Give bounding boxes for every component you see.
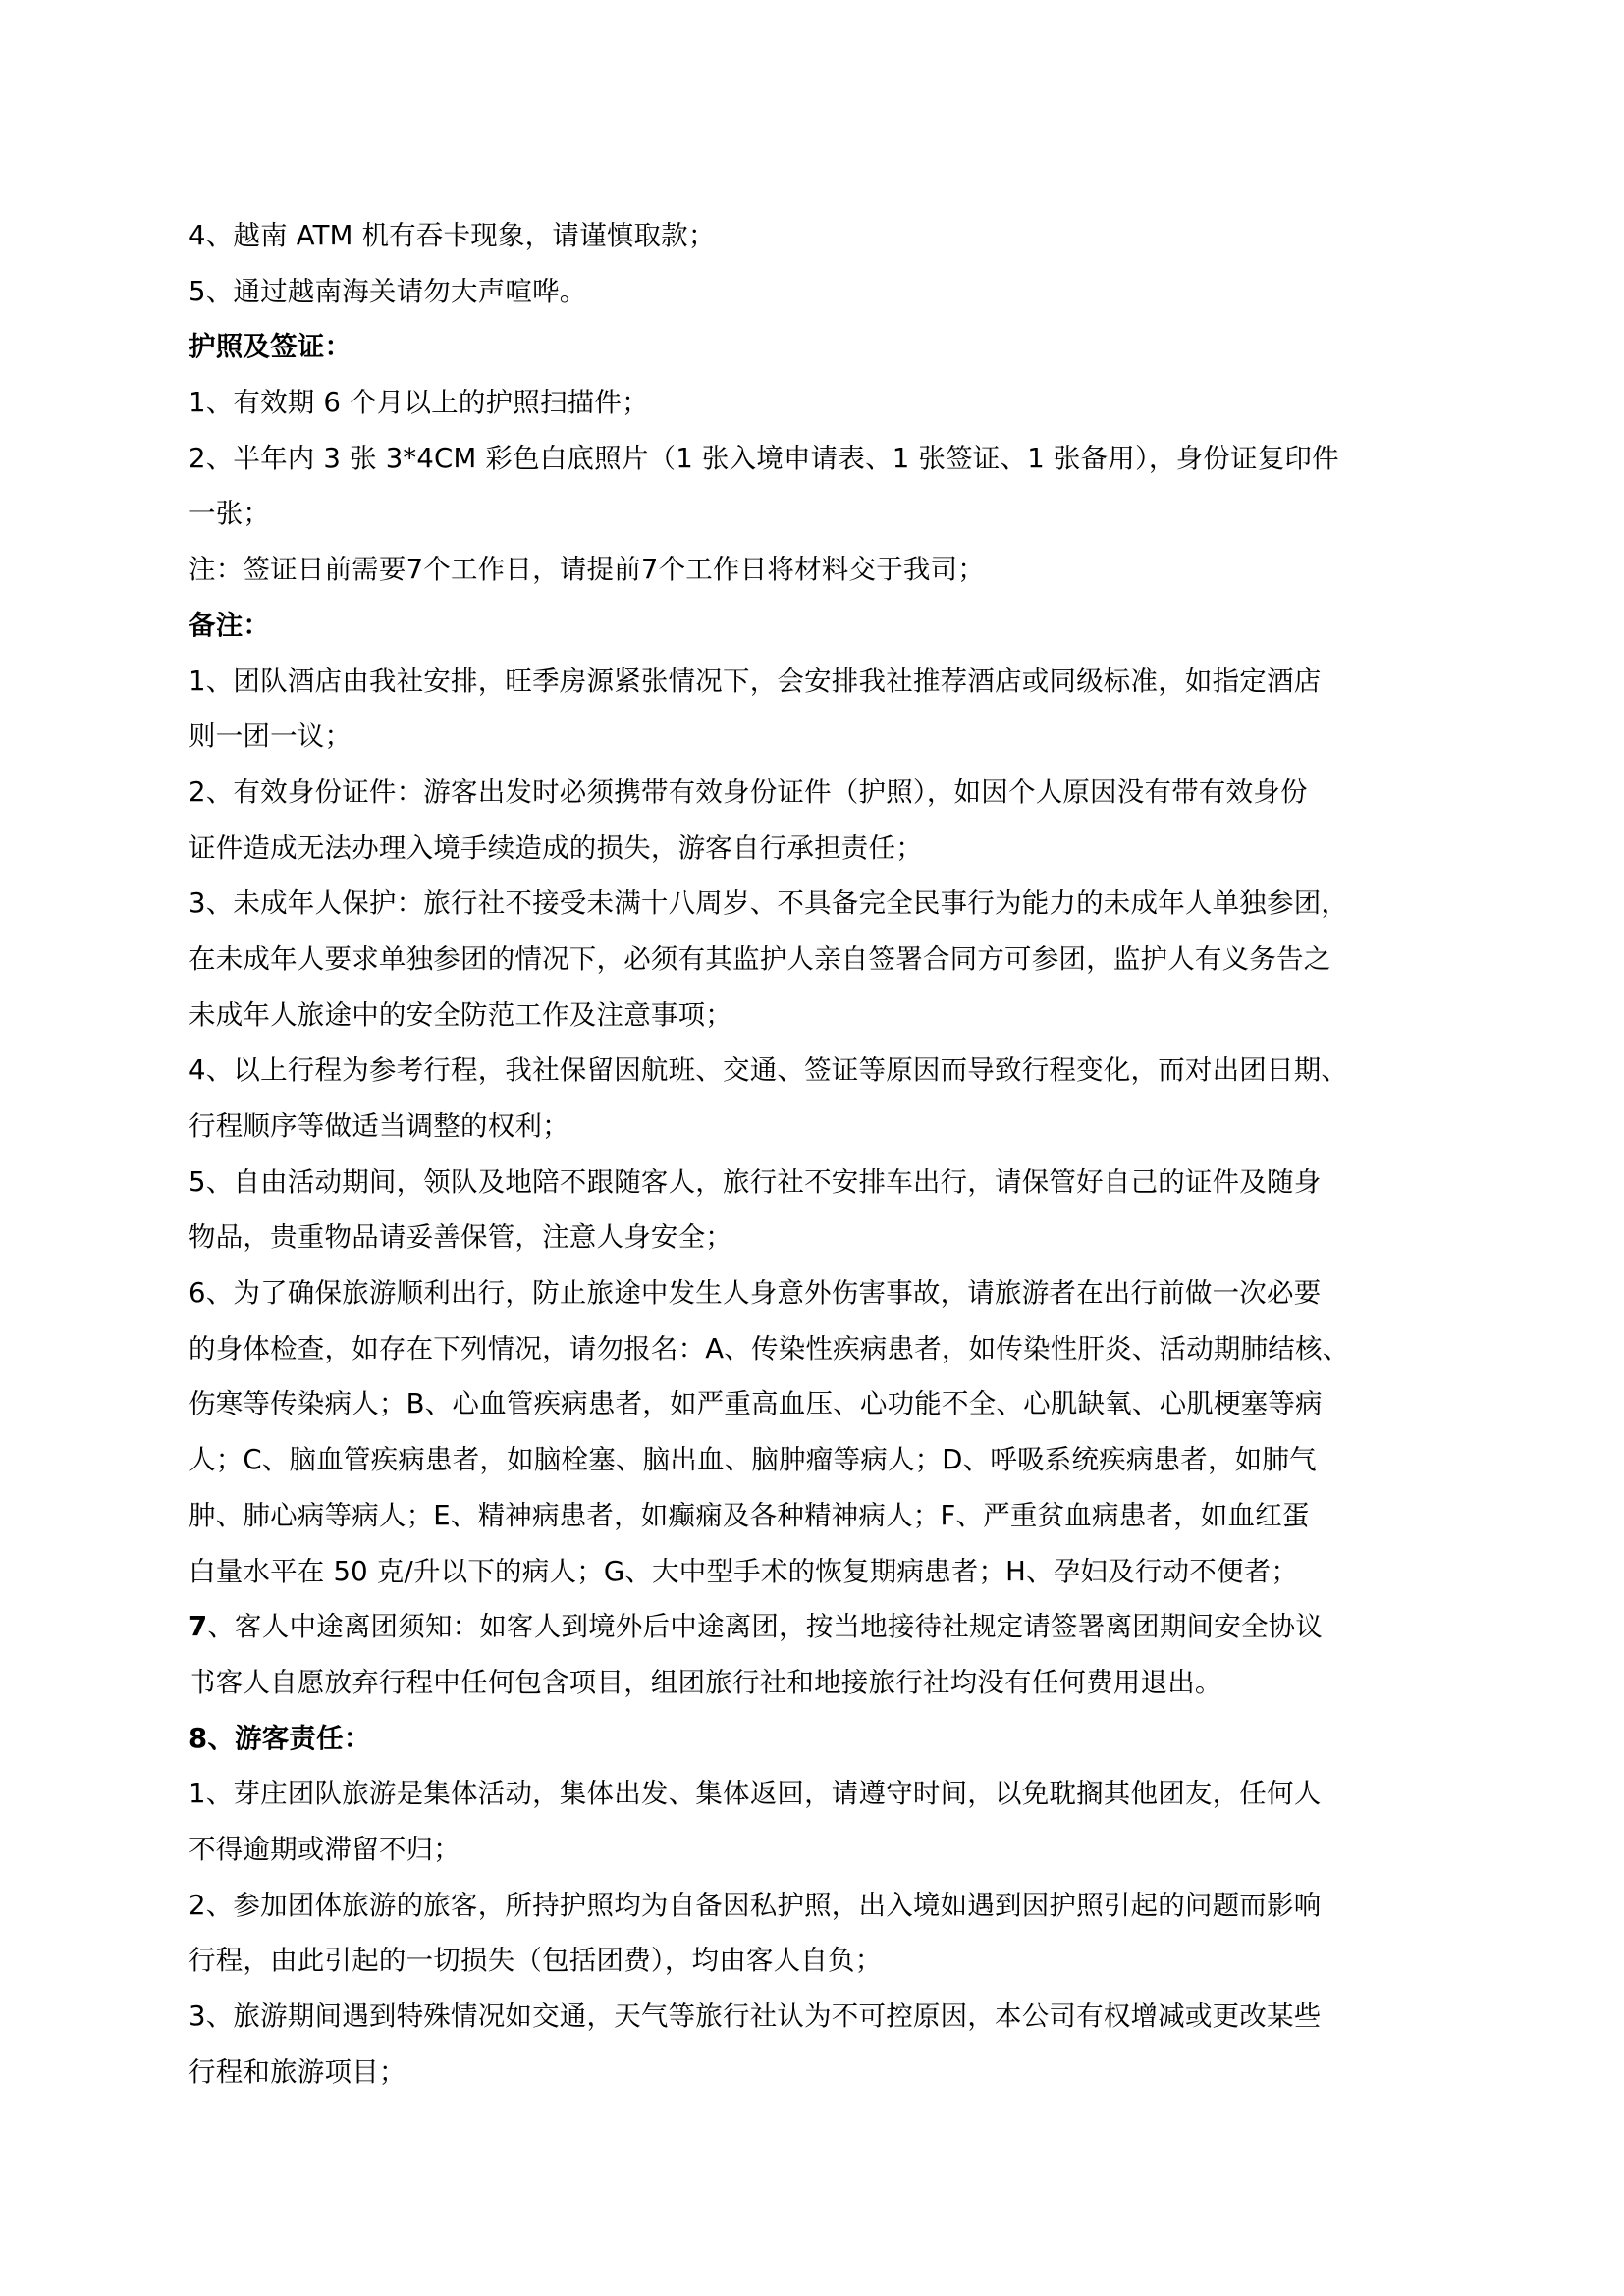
section-heading: 8、游客责任： [189, 1722, 371, 1754]
text-line: 伤寒等传染病人；B、心血管疾病患者，如严重高血压、心功能不全、心肌缺氧、心肌梗塞等病 [189, 1388, 1323, 1420]
text-line: 行程顺序等做适当调整的权利； [189, 1110, 569, 1142]
text-line: 在未成年人要求单独参团的情况下，必须有其监护人亲自签署合同方可参团，监护人有义务告之 [189, 942, 1331, 975]
item-text: 、客人中途离团须知：如客人到境外后中途离团，按当地接待社规定请签署离团期间安全协议 [207, 1611, 1324, 1643]
section-heading: 备注： [189, 609, 271, 641]
text-line: 的身体检查，如存在下列情况，请勿报名：A、传染性疾病患者，如传染性肝炎、活动期肺结核、 [189, 1332, 1350, 1364]
text-line: 1、团队酒店由我社安排，旺季房源紧张情况下，会安排我社推荐酒店或同级标准，如指定酒店 [189, 665, 1322, 697]
text-line: 注：签证日前需要7个工作日，请提前7个工作日将材料交于我司； [189, 554, 985, 586]
text-line: 2、参加团体旅游的旅客，所持护照均为自备因私护照，出入境如遇到因护照引起的问题而影响 [189, 1889, 1322, 1921]
text-line: 4、以上行程为参考行程，我社保留因航班、交通、签证等原因而导致行程变化，而对出团日期、 [189, 1054, 1349, 1087]
text-line: 2、半年内 3 张 3*4CM 彩色白底照片（1 张入境申请表、1 张签证、1 张备用），身份证复印件 [189, 442, 1339, 474]
text-line: 4、越南 ATM 机有吞卡现象，请谨慎取款； [189, 220, 716, 251]
text-line: 不得逾期或滞留不归； [189, 1833, 460, 1865]
text-line: 书客人自愿放弃行程中任何包含项目，组团旅行社和地接旅行社均没有任何费用退出。 [189, 1666, 1222, 1698]
text-line: 2、有效身份证件：游客出发时必须携带有效身份证件（护照），如因个人原因没有带有效身份 [189, 775, 1308, 808]
text-line: 白量水平在 50 克/升以下的病人；G、大中型手术的恢复期病患者；H、孕妇及行动不便者； [189, 1555, 1299, 1587]
text-line: 3、旅游期间遇到特殊情况如交通，天气等旅行社认为不可控原因，本公司有权增减或更改某些 [189, 2001, 1322, 2032]
text-line: 则一团一议； [189, 721, 352, 753]
text-line: 证件造成无法办理入境手续造成的损失，游客自行承担责任； [189, 831, 923, 864]
text-line: 5、自由活动期间，领队及地陪不跟随客人，旅行社不安排车出行，请保管好自己的证件及随身 [189, 1165, 1322, 1198]
text-line: 行程，由此引起的一切损失（包括团费），均由客人自负； [189, 1945, 883, 1977]
text-line: 一张； [189, 498, 271, 530]
section-heading: 护照及签证： [189, 331, 352, 363]
text-line: 未成年人旅途中的安全防范工作及注意事项； [189, 998, 732, 1031]
text-line: 1、有效期 6 个月以上的护照扫描件； [189, 387, 649, 419]
text-line: 5、通过越南海关请勿大声喧哗。 [189, 275, 587, 307]
text-line: 物品，贵重物品请妥善保管，注意人身安全； [189, 1221, 732, 1254]
text-line: 1、芽庄团队旅游是集体活动，集体出发、集体返回，请遵守时间，以免耽搁其他团友，任何人 [189, 1778, 1322, 1810]
text-line: 肿、肺心病等病人；E、精神病患者，如癫痫及各种精神病人；F、严重贫血病患者，如血红蛋 [189, 1499, 1310, 1531]
text-line: 行程和旅游项目； [189, 2056, 406, 2088]
document-body [189, 208, 1406, 2100]
item-number: 7 [189, 1611, 208, 1643]
text-line [189, 1599, 1406, 1655]
text-line: 人；C、脑血管疾病患者，如脑栓塞、脑出血、脑肿瘤等病人；D、呼吸系统疾病患者，如肺气 [189, 1444, 1317, 1476]
text-line: 3、未成年人保护：旅行社不接受未满十八周岁、不具备完全民事行为能力的未成年人单独参团， [189, 887, 1349, 920]
text-line: 6、为了确保旅游顺利出行，防止旅途中发生人身意外伤害事故，请旅游者在出行前做一次必要 [189, 1277, 1322, 1309]
